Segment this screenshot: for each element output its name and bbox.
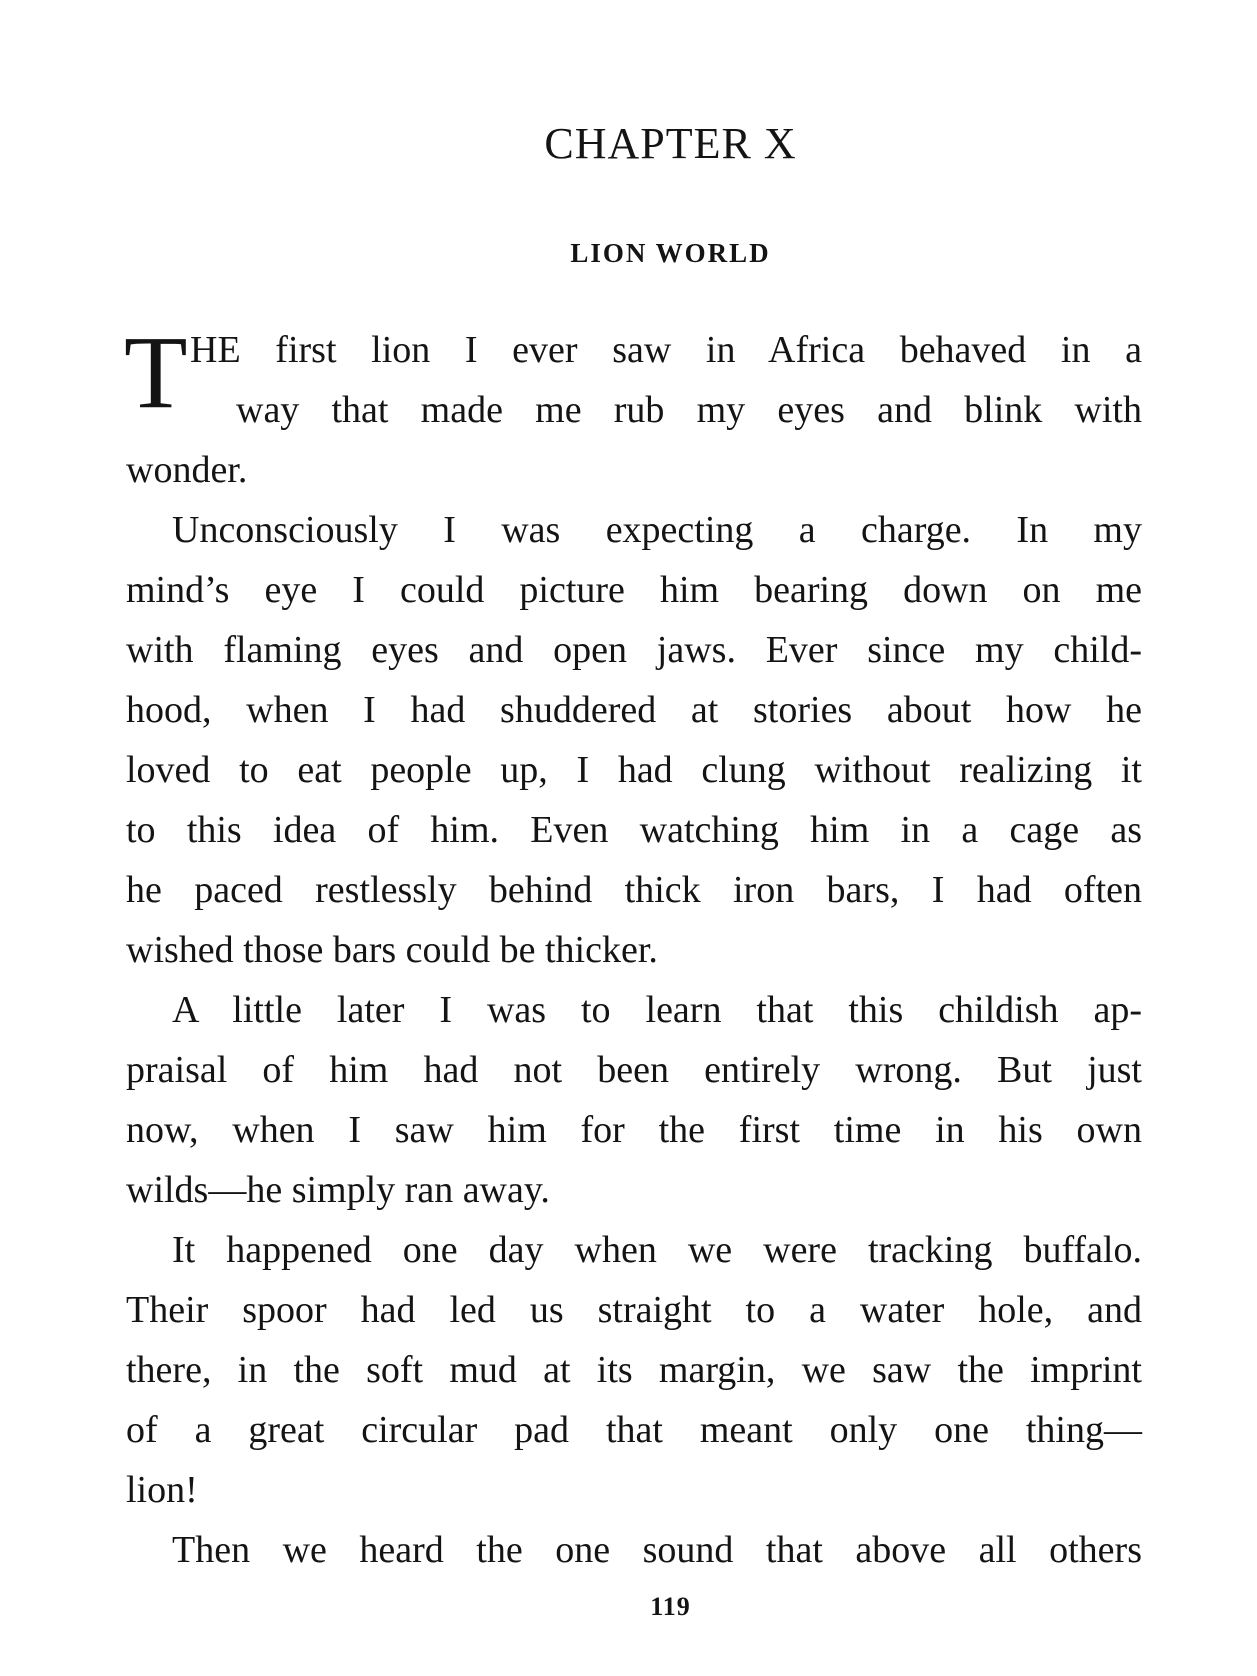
- text-line: there, in the soft mud at its margin, we saw the imprint: [126, 1349, 1142, 1391]
- drop-cap: T: [124, 315, 188, 430]
- chapter-subtitle: LION WORLD: [570, 238, 771, 268]
- text-line: he paced restlessly behind thick iron bars, I had often: [126, 869, 1142, 911]
- text-line: with flaming eyes and open jaws. Ever since my child-: [126, 629, 1142, 671]
- text-line: now, when I saw him for the first time in his own: [126, 1109, 1142, 1151]
- text-line: Unconsciously I was expecting a charge. In my: [172, 509, 1142, 551]
- page-number: 119: [650, 1592, 691, 1621]
- text-line: praisal of him had not been entirely wrong. But just: [126, 1049, 1142, 1091]
- chapter-heading: CHAPTER X: [544, 119, 797, 168]
- text-line: to this idea of him. Even watching him in a cage as: [126, 809, 1142, 851]
- text-line: of a great circular pad that meant only one thing—: [126, 1409, 1142, 1451]
- text-line: Then we heard the one sound that above all others: [172, 1529, 1142, 1571]
- text-line: HE first lion I ever saw in Africa behaved in a: [190, 329, 1142, 371]
- text-line: Their spoor had led us straight to a water hole, and: [126, 1289, 1142, 1331]
- text-line: loved to eat people up, I had clung without realizing it: [126, 749, 1142, 791]
- text-line: lion!: [126, 1469, 198, 1511]
- text-line: It happened one day when we were tracking buffalo.: [172, 1229, 1142, 1271]
- text-line: way that made me rub my eyes and blink with: [236, 389, 1142, 431]
- text-line: wished those bars could be thicker.: [126, 929, 658, 971]
- body-text: [124, 315, 1142, 1580]
- text-line: wilds—he simply ran away.: [126, 1169, 550, 1211]
- text-line: A little later I was to learn that this childish ap-: [172, 989, 1142, 1031]
- text-line: mind’s eye I could picture him bearing down on me: [126, 569, 1142, 611]
- text-line: wonder.: [126, 449, 248, 491]
- text-line: hood, when I had shuddered at stories about how he: [126, 689, 1142, 731]
